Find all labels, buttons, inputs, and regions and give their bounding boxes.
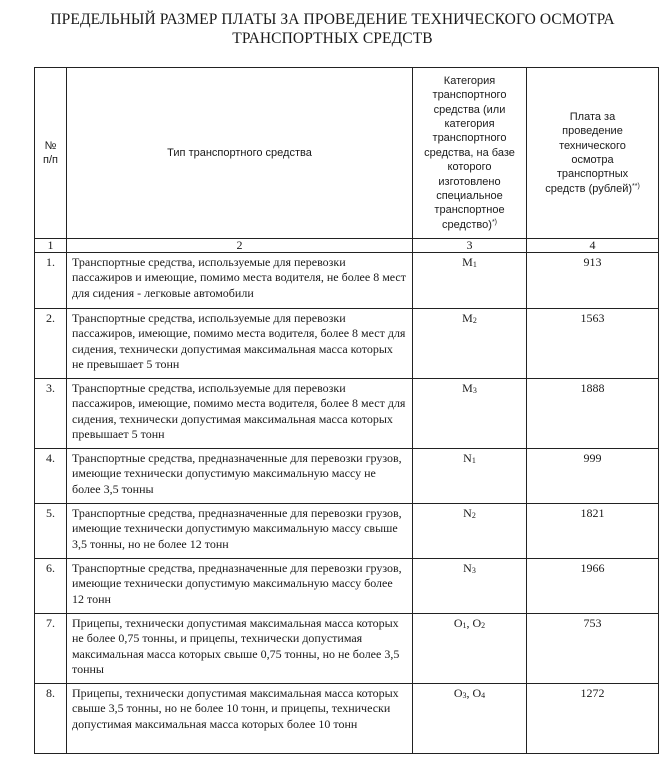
category-letter: M bbox=[462, 255, 473, 269]
table-row bbox=[35, 309, 659, 379]
category-letter: O bbox=[453, 616, 463, 630]
vehicle-category bbox=[413, 559, 527, 614]
inspection-fee bbox=[527, 559, 659, 614]
category-letter: M bbox=[462, 311, 473, 325]
inspection-fee-value: 1821 bbox=[580, 506, 605, 520]
vehicle-type bbox=[67, 614, 413, 684]
vehicle-type-text: Транспортные средства, предназначенные для перевозки грузов, имеющие технически допустимую максимальную массу не более 3,5 тонны bbox=[72, 451, 402, 496]
inspection-fee-value: 913 bbox=[583, 255, 602, 269]
vehicle-type-text: Транспортные средства, используемые для перевозки пассажиров, имеющие, помимо места водителя, более 8 мест для сидения, технически допустимая максимальная масса которых не превышает 5 тонн bbox=[72, 311, 406, 372]
inspection-fee-value: 753 bbox=[583, 616, 602, 630]
table-row bbox=[35, 614, 659, 684]
category-index: 2 bbox=[472, 316, 477, 325]
inspection-fee bbox=[527, 504, 659, 559]
category-letter: N bbox=[463, 506, 472, 520]
category-index: 1 bbox=[462, 621, 467, 630]
page-title bbox=[0, 10, 665, 48]
inspection-fee-value: 1966 bbox=[580, 561, 605, 575]
vehicle-type bbox=[67, 684, 413, 754]
category-letter: M bbox=[462, 381, 473, 395]
category-separator: , bbox=[466, 616, 473, 630]
inspection-fee-value: 1272 bbox=[580, 686, 605, 700]
table-row bbox=[35, 559, 659, 614]
inspection-fee bbox=[527, 449, 659, 504]
column-index-row bbox=[35, 239, 659, 253]
fee-table bbox=[34, 67, 659, 754]
header-category bbox=[413, 68, 527, 239]
table-row bbox=[35, 379, 659, 449]
vehicle-type-text: Транспортные средства, используемые для перевозки пассажиров, имеющие, помимо места водителя, более 8 мест для сидения, технически допустимая максимальная масса которых превышает 5 тонн bbox=[72, 381, 406, 442]
category-index: 2 bbox=[471, 511, 476, 520]
header-type bbox=[67, 68, 413, 239]
row-number bbox=[35, 504, 67, 559]
column-index-cell: 4 bbox=[527, 239, 659, 253]
header-category-note: *) bbox=[491, 218, 497, 226]
vehicle-type-text: Прицепы, технически допустимая максимальная масса которых свыше 3,5 тонны, но не более 10 тонн, и прицепы, технически допустимая максимальная масса которых более 10 тонн bbox=[72, 686, 399, 731]
table-row bbox=[35, 504, 659, 559]
row-number bbox=[35, 684, 67, 754]
inspection-fee bbox=[527, 309, 659, 379]
inspection-fee-value: 1888 bbox=[580, 381, 605, 395]
header-num bbox=[35, 68, 67, 239]
table-row bbox=[35, 253, 659, 309]
vehicle-category bbox=[413, 379, 527, 449]
row-number bbox=[35, 449, 67, 504]
header-fee-note: **) bbox=[632, 182, 640, 190]
column-index-cell: 1 bbox=[35, 239, 67, 253]
inspection-fee bbox=[527, 379, 659, 449]
vehicle-category bbox=[413, 684, 527, 754]
vehicle-category bbox=[413, 309, 527, 379]
row-number-text: 4. bbox=[46, 451, 55, 465]
vehicle-type-text: Транспортные средства, предназначенные для перевозки грузов, имеющие технически допустимую максимальную массу свыше 3,5 тонны, но не более 12 тонн bbox=[72, 506, 402, 551]
header-category-label: Категория транспортного средства (или категория транспортного средства, на базе которого изготовлено специальное транспортное средство) bbox=[424, 74, 515, 231]
category-letter: N bbox=[463, 451, 472, 465]
vehicle-type bbox=[67, 309, 413, 379]
row-number bbox=[35, 379, 67, 449]
table-header-row bbox=[35, 68, 659, 239]
row-number bbox=[35, 614, 67, 684]
category-index: 1 bbox=[472, 260, 477, 269]
vehicle-type bbox=[67, 449, 413, 504]
category-index: 2 bbox=[481, 621, 486, 630]
vehicle-type-text: Транспортные средства, используемые для перевозки пассажиров и имеющие, помимо места водителя, не более 8 мест для сидения - легковые автомобили bbox=[72, 255, 407, 300]
category-index: 3 bbox=[462, 691, 467, 700]
title-line-1: ПРЕДЕЛЬНЫЙ РАЗМЕР ПЛАТЫ ЗА ПРОВЕДЕНИЕ ТЕХНИЧЕСКОГО ОСМОТРА bbox=[50, 11, 615, 28]
table-row bbox=[35, 449, 659, 504]
column-index-cell: 3 bbox=[413, 239, 527, 253]
row-number-text: 8. bbox=[46, 686, 55, 700]
vehicle-type bbox=[67, 559, 413, 614]
row-number-text: 5. bbox=[46, 506, 55, 520]
row-number-text: 2. bbox=[46, 311, 55, 325]
inspection-fee bbox=[527, 684, 659, 754]
inspection-fee bbox=[527, 253, 659, 309]
vehicle-type bbox=[67, 253, 413, 309]
inspection-fee bbox=[527, 614, 659, 684]
header-type-label: Тип транспортного средства bbox=[167, 146, 312, 159]
title-line-2: ТРАНСПОРТНЫХ СРЕДСТВ bbox=[232, 30, 433, 47]
vehicle-category bbox=[413, 504, 527, 559]
vehicle-category bbox=[413, 253, 527, 309]
inspection-fee-value: 1563 bbox=[580, 311, 605, 325]
row-number-text: 3. bbox=[46, 381, 55, 395]
category-index: 1 bbox=[471, 456, 476, 465]
row-number-text: 7. bbox=[46, 616, 55, 630]
inspection-fee-value: 999 bbox=[583, 451, 602, 465]
header-fee bbox=[527, 68, 659, 239]
row-number-text: 6. bbox=[46, 561, 55, 575]
vehicle-category bbox=[413, 449, 527, 504]
header-num-label: № п/п bbox=[43, 139, 58, 166]
category-index: 3 bbox=[471, 566, 476, 575]
category-separator: , bbox=[466, 686, 473, 700]
table-row bbox=[35, 684, 659, 754]
category-index: 3 bbox=[472, 386, 477, 395]
category-letter: O bbox=[472, 686, 482, 700]
vehicle-type bbox=[67, 504, 413, 559]
row-number bbox=[35, 253, 67, 309]
vehicle-type-text: Транспортные средства, предназначенные для перевозки грузов, имеющие технически допустимую максимальную массу более 12 тонн bbox=[72, 561, 402, 606]
vehicle-category bbox=[413, 614, 527, 684]
category-letter: N bbox=[463, 561, 472, 575]
category-letter: O bbox=[453, 686, 463, 700]
vehicle-type bbox=[67, 379, 413, 449]
row-number bbox=[35, 309, 67, 379]
column-index-cell: 2 bbox=[67, 239, 413, 253]
vehicle-type-text: Прицепы, технически допустимая максимальная масса которых не более 0,75 тонны, и прицепы, технически допустимая максимальная масса которых свыше 0,75 тонны, но не более 3,5 тонны bbox=[72, 616, 400, 677]
row-number-text: 1. bbox=[46, 255, 55, 269]
category-index: 4 bbox=[481, 691, 486, 700]
header-fee-label: Плата за проведение технического осмотра транспортных средств (рублей) bbox=[545, 110, 632, 195]
category-letter: O bbox=[472, 616, 482, 630]
row-number bbox=[35, 559, 67, 614]
